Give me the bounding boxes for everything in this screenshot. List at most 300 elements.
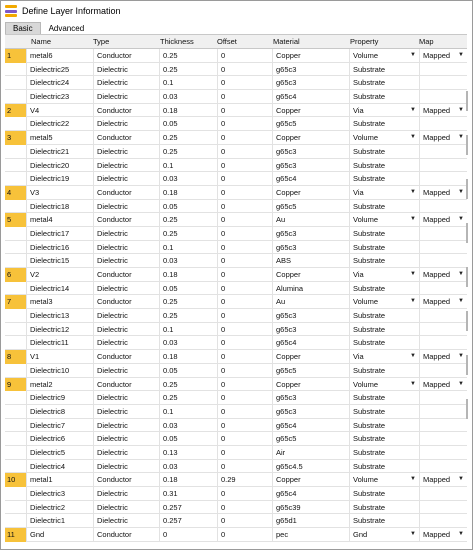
table-row[interactable] bbox=[5, 323, 467, 337]
material-cell[interactable]: g65d1 bbox=[272, 514, 349, 528]
layer-name-cell[interactable]: Dielectric9 bbox=[26, 391, 88, 405]
property-cell[interactable]: Substrate bbox=[349, 90, 419, 104]
offset-cell[interactable]: 0 bbox=[217, 295, 272, 309]
property-cell[interactable]: Substrate bbox=[349, 241, 419, 255]
offset-cell[interactable]: 0 bbox=[217, 49, 272, 63]
thickness-cell[interactable]: 0.1 bbox=[159, 159, 217, 173]
property-cell[interactable] bbox=[349, 528, 419, 542]
thickness-cell[interactable]: 0.31 bbox=[159, 487, 217, 501]
map-cell[interactable] bbox=[419, 446, 467, 460]
thickness-cell[interactable]: 0.03 bbox=[159, 336, 217, 350]
thickness-cell[interactable]: 0.05 bbox=[159, 200, 217, 214]
material-cell[interactable]: g65c3 bbox=[272, 159, 349, 173]
offset-cell[interactable]: 0 bbox=[217, 446, 272, 460]
layer-type-cell[interactable]: Dielectric bbox=[93, 63, 159, 77]
material-cell[interactable]: g65c5 bbox=[272, 432, 349, 446]
layer-name-cell[interactable]: Dielectric20 bbox=[26, 159, 88, 173]
chevron-down-icon[interactable]: ▼ bbox=[458, 298, 464, 305]
layer-type-cell[interactable]: Dielectric bbox=[93, 309, 159, 323]
table-row[interactable] bbox=[5, 336, 467, 350]
layer-name-cell[interactable]: metal2 bbox=[26, 378, 88, 392]
table-row[interactable] bbox=[5, 268, 467, 282]
offset-cell[interactable]: 0 bbox=[217, 514, 272, 528]
chevron-down-icon[interactable]: ▼ bbox=[458, 216, 464, 223]
offset-cell[interactable]: 0 bbox=[217, 227, 272, 241]
table-row[interactable] bbox=[5, 241, 467, 255]
material-cell[interactable]: Au bbox=[272, 295, 349, 309]
layer-name-cell[interactable]: Dielectric23 bbox=[26, 90, 88, 104]
layer-name-cell[interactable]: Dielectric14 bbox=[26, 282, 88, 296]
header-property[interactable]: Property bbox=[350, 37, 379, 46]
property-cell[interactable] bbox=[349, 295, 419, 309]
property-cell[interactable] bbox=[349, 49, 419, 63]
property-cell[interactable]: Substrate bbox=[349, 446, 419, 460]
map-cell[interactable] bbox=[419, 268, 467, 282]
offset-cell[interactable]: 0 bbox=[217, 268, 272, 282]
layer-type-cell[interactable]: Dielectric bbox=[93, 159, 159, 173]
thickness-cell[interactable]: 0.03 bbox=[159, 172, 217, 186]
map-cell[interactable] bbox=[419, 405, 467, 419]
property-cell[interactable] bbox=[349, 268, 419, 282]
map-cell[interactable] bbox=[419, 104, 467, 118]
thickness-cell[interactable]: 0.1 bbox=[159, 405, 217, 419]
thickness-cell[interactable]: 0.05 bbox=[159, 432, 217, 446]
layer-name-cell[interactable]: Dielectric4 bbox=[26, 460, 88, 474]
offset-cell[interactable]: 0 bbox=[217, 350, 272, 364]
material-cell[interactable]: Copper bbox=[272, 473, 349, 487]
table-row[interactable] bbox=[5, 446, 467, 460]
map-cell[interactable] bbox=[419, 501, 467, 515]
property-cell[interactable]: Substrate bbox=[349, 487, 419, 501]
header-name[interactable]: Name bbox=[31, 37, 52, 46]
chevron-down-icon[interactable]: ▼ bbox=[458, 380, 464, 387]
table-row[interactable] bbox=[5, 227, 467, 241]
tab-advanced[interactable]: Advanced bbox=[41, 22, 93, 34]
layer-name-cell[interactable]: metal6 bbox=[26, 49, 88, 63]
chevron-down-icon[interactable]: ▼ bbox=[410, 134, 416, 141]
layer-type-cell[interactable]: Dielectric bbox=[93, 90, 159, 104]
property-cell[interactable] bbox=[349, 378, 419, 392]
offset-cell[interactable]: 0 bbox=[217, 405, 272, 419]
map-cell[interactable] bbox=[419, 63, 467, 77]
chevron-down-icon[interactable]: ▼ bbox=[410, 380, 416, 387]
thickness-cell[interactable]: 0.18 bbox=[159, 186, 217, 200]
layer-name-cell[interactable]: V2 bbox=[26, 268, 88, 282]
layer-type-cell[interactable]: Conductor bbox=[93, 295, 159, 309]
property-cell[interactable]: Substrate bbox=[349, 323, 419, 337]
layer-name-cell[interactable]: Dielectric15 bbox=[26, 254, 88, 268]
property-cell[interactable]: Substrate bbox=[349, 63, 419, 77]
layer-type-cell[interactable]: Dielectric bbox=[93, 364, 159, 378]
thickness-cell[interactable]: 0.05 bbox=[159, 364, 217, 378]
offset-cell[interactable]: 0 bbox=[217, 117, 272, 131]
layer-name-cell[interactable]: Dielectric5 bbox=[26, 446, 88, 460]
layer-name-cell[interactable]: Dielectric7 bbox=[26, 419, 88, 433]
layer-type-cell[interactable]: Dielectric bbox=[93, 172, 159, 186]
layer-name-cell[interactable]: Dielectric18 bbox=[26, 200, 88, 214]
material-cell[interactable]: g65c3 bbox=[272, 227, 349, 241]
property-cell[interactable]: Substrate bbox=[349, 159, 419, 173]
layer-name-cell[interactable]: Dielectric12 bbox=[26, 323, 88, 337]
material-cell[interactable]: g65c3 bbox=[272, 63, 349, 77]
table-row[interactable] bbox=[5, 172, 467, 186]
layer-type-cell[interactable]: Dielectric bbox=[93, 501, 159, 515]
layer-type-cell[interactable]: Dielectric bbox=[93, 323, 159, 337]
material-cell[interactable]: Copper bbox=[272, 268, 349, 282]
material-cell[interactable]: g65c5 bbox=[272, 200, 349, 214]
thickness-cell[interactable]: 0.25 bbox=[159, 295, 217, 309]
property-cell[interactable]: Substrate bbox=[349, 200, 419, 214]
offset-cell[interactable]: 0 bbox=[217, 172, 272, 186]
material-cell[interactable]: Copper bbox=[272, 186, 349, 200]
layer-name-cell[interactable]: Dielectric13 bbox=[26, 309, 88, 323]
layer-name-cell[interactable]: metal4 bbox=[26, 213, 88, 227]
table-row[interactable] bbox=[5, 432, 467, 446]
map-cell[interactable] bbox=[419, 117, 467, 131]
table-row[interactable] bbox=[5, 295, 467, 309]
table-row[interactable] bbox=[5, 419, 467, 433]
offset-cell[interactable]: 0 bbox=[217, 309, 272, 323]
layer-name-cell[interactable]: Dielectric21 bbox=[26, 145, 88, 159]
offset-cell[interactable]: 0 bbox=[217, 336, 272, 350]
thickness-cell[interactable]: 0.25 bbox=[159, 145, 217, 159]
header-material[interactable]: Material bbox=[273, 37, 300, 46]
map-cell[interactable] bbox=[419, 432, 467, 446]
thickness-cell[interactable]: 0.25 bbox=[159, 227, 217, 241]
layer-type-cell[interactable]: Dielectric bbox=[93, 336, 159, 350]
layer-type-cell[interactable]: Conductor bbox=[93, 473, 159, 487]
material-cell[interactable]: Copper bbox=[272, 378, 349, 392]
property-cell[interactable]: Substrate bbox=[349, 172, 419, 186]
map-cell[interactable] bbox=[419, 159, 467, 173]
layer-name-cell[interactable]: Dielectric22 bbox=[26, 117, 88, 131]
thickness-cell[interactable]: 0.1 bbox=[159, 323, 217, 337]
chevron-down-icon[interactable]: ▼ bbox=[410, 531, 416, 538]
property-cell[interactable]: Substrate bbox=[349, 282, 419, 296]
thickness-cell[interactable]: 0.1 bbox=[159, 241, 217, 255]
map-cell[interactable] bbox=[419, 364, 467, 378]
property-cell[interactable]: Substrate bbox=[349, 254, 419, 268]
property-cell[interactable]: Substrate bbox=[349, 460, 419, 474]
chevron-down-icon[interactable]: ▼ bbox=[410, 476, 416, 483]
layer-name-cell[interactable]: Dielectric25 bbox=[26, 63, 88, 77]
offset-cell[interactable]: 0 bbox=[217, 364, 272, 378]
table-row[interactable] bbox=[5, 391, 467, 405]
layer-type-cell[interactable]: Conductor bbox=[93, 213, 159, 227]
offset-cell[interactable]: 0 bbox=[217, 487, 272, 501]
property-cell[interactable] bbox=[349, 213, 419, 227]
layer-name-cell[interactable]: metal3 bbox=[26, 295, 88, 309]
layer-type-cell[interactable]: Dielectric bbox=[93, 391, 159, 405]
layer-type-cell[interactable]: Conductor bbox=[93, 378, 159, 392]
offset-cell[interactable]: 0 bbox=[217, 528, 272, 542]
layer-type-cell[interactable]: Dielectric bbox=[93, 460, 159, 474]
offset-cell[interactable]: 0 bbox=[217, 282, 272, 296]
map-cell[interactable] bbox=[419, 350, 467, 364]
layer-name-cell[interactable]: Dielectric1 bbox=[26, 514, 88, 528]
thickness-cell[interactable]: 0.25 bbox=[159, 309, 217, 323]
property-cell[interactable] bbox=[349, 186, 419, 200]
material-cell[interactable]: ABS bbox=[272, 254, 349, 268]
offset-cell[interactable]: 0 bbox=[217, 391, 272, 405]
chevron-down-icon[interactable]: ▼ bbox=[410, 216, 416, 223]
layer-name-cell[interactable]: Dielectric17 bbox=[26, 227, 88, 241]
layer-type-cell[interactable]: Dielectric bbox=[93, 419, 159, 433]
material-cell[interactable]: pec bbox=[272, 528, 349, 542]
property-cell[interactable]: Substrate bbox=[349, 419, 419, 433]
material-cell[interactable]: g65c4.5 bbox=[272, 460, 349, 474]
table-row[interactable] bbox=[5, 501, 467, 515]
table-row[interactable] bbox=[5, 528, 467, 542]
table-row[interactable] bbox=[5, 364, 467, 378]
offset-cell[interactable]: 0 bbox=[217, 419, 272, 433]
thickness-cell[interactable]: 0.18 bbox=[159, 350, 217, 364]
offset-cell[interactable]: 0 bbox=[217, 200, 272, 214]
map-cell[interactable] bbox=[419, 282, 467, 296]
map-cell[interactable] bbox=[419, 309, 467, 323]
thickness-cell[interactable]: 0.13 bbox=[159, 446, 217, 460]
map-cell[interactable] bbox=[419, 227, 467, 241]
chevron-down-icon[interactable]: ▼ bbox=[410, 271, 416, 277]
tab-basic[interactable]: Basic bbox=[5, 22, 41, 34]
layer-type-cell[interactable]: Dielectric bbox=[93, 200, 159, 214]
layer-type-cell[interactable]: Conductor bbox=[93, 350, 159, 364]
table-row[interactable] bbox=[5, 131, 467, 145]
table-row[interactable] bbox=[5, 473, 467, 487]
material-cell[interactable]: g65c3 bbox=[272, 145, 349, 159]
layer-type-cell[interactable]: Dielectric bbox=[93, 76, 159, 90]
map-cell[interactable] bbox=[419, 487, 467, 501]
material-cell[interactable]: g65c3 bbox=[272, 309, 349, 323]
layer-name-cell[interactable]: Dielectric2 bbox=[26, 501, 88, 515]
chevron-down-icon[interactable]: ▼ bbox=[410, 52, 416, 58]
material-cell[interactable]: Au bbox=[272, 213, 349, 227]
offset-cell[interactable]: 0 bbox=[217, 63, 272, 77]
layer-name-cell[interactable]: Dielectric8 bbox=[26, 405, 88, 419]
material-cell[interactable]: g65c39 bbox=[272, 501, 349, 515]
table-row[interactable] bbox=[5, 117, 467, 131]
layer-type-cell[interactable]: Dielectric bbox=[93, 514, 159, 528]
property-cell[interactable]: Substrate bbox=[349, 76, 419, 90]
scroll-indicators[interactable] bbox=[466, 91, 468, 451]
thickness-cell[interactable]: 0.18 bbox=[159, 473, 217, 487]
map-cell[interactable] bbox=[419, 295, 467, 309]
layer-type-cell[interactable]: Dielectric bbox=[93, 145, 159, 159]
map-cell[interactable] bbox=[419, 473, 467, 487]
chevron-down-icon[interactable]: ▼ bbox=[458, 106, 464, 113]
layer-type-cell[interactable]: Conductor bbox=[93, 104, 159, 118]
layer-name-cell[interactable]: Dielectric3 bbox=[26, 487, 88, 501]
property-cell[interactable]: Substrate bbox=[349, 309, 419, 323]
property-cell[interactable]: Substrate bbox=[349, 145, 419, 159]
property-cell[interactable]: Substrate bbox=[349, 364, 419, 378]
layer-type-cell[interactable]: Dielectric bbox=[93, 254, 159, 268]
chevron-down-icon[interactable]: ▼ bbox=[458, 476, 464, 483]
map-cell[interactable] bbox=[419, 378, 467, 392]
map-cell[interactable] bbox=[419, 514, 467, 528]
map-cell[interactable] bbox=[419, 76, 467, 90]
material-cell[interactable]: g65c3 bbox=[272, 323, 349, 337]
map-cell[interactable] bbox=[419, 186, 467, 200]
offset-cell[interactable]: 0 bbox=[217, 241, 272, 255]
material-cell[interactable]: g65c5 bbox=[272, 364, 349, 378]
table-row[interactable] bbox=[5, 254, 467, 268]
offset-cell[interactable]: 0 bbox=[217, 460, 272, 474]
map-cell[interactable] bbox=[419, 460, 467, 474]
offset-cell[interactable]: 0 bbox=[217, 76, 272, 90]
map-cell[interactable] bbox=[419, 528, 467, 542]
thickness-cell[interactable]: 0.03 bbox=[159, 419, 217, 433]
map-cell[interactable] bbox=[419, 172, 467, 186]
property-cell[interactable] bbox=[349, 131, 419, 145]
map-cell[interactable] bbox=[419, 49, 467, 63]
header-type[interactable]: Type bbox=[93, 37, 110, 46]
property-cell[interactable]: Substrate bbox=[349, 432, 419, 446]
material-cell[interactable]: Air bbox=[272, 446, 349, 460]
map-cell[interactable] bbox=[419, 336, 467, 350]
property-cell[interactable] bbox=[349, 104, 419, 118]
thickness-cell[interactable]: 0.18 bbox=[159, 268, 217, 282]
table-row[interactable] bbox=[5, 90, 467, 104]
layer-type-cell[interactable]: Dielectric bbox=[93, 117, 159, 131]
layer-type-cell[interactable]: Conductor bbox=[93, 186, 159, 200]
layer-name-cell[interactable]: Dielectric10 bbox=[26, 364, 88, 378]
table-row[interactable] bbox=[5, 282, 467, 296]
property-cell[interactable]: Substrate bbox=[349, 117, 419, 131]
table-row[interactable] bbox=[5, 487, 467, 501]
layer-type-cell[interactable]: Dielectric bbox=[93, 282, 159, 296]
offset-cell[interactable]: 0 bbox=[217, 378, 272, 392]
header-thickness[interactable]: Thickness bbox=[160, 37, 194, 46]
material-cell[interactable]: g65c3 bbox=[272, 405, 349, 419]
thickness-cell[interactable]: 0.25 bbox=[159, 378, 217, 392]
layer-name-cell[interactable]: V4 bbox=[26, 104, 88, 118]
table-row[interactable] bbox=[5, 514, 467, 528]
table-row[interactable] bbox=[5, 186, 467, 200]
offset-cell[interactable]: 0 bbox=[217, 145, 272, 159]
material-cell[interactable]: g65c4 bbox=[272, 172, 349, 186]
layer-type-cell[interactable]: Dielectric bbox=[93, 432, 159, 446]
chevron-down-icon[interactable]: ▼ bbox=[458, 353, 464, 360]
table-row[interactable] bbox=[5, 104, 467, 118]
layer-type-cell[interactable]: Dielectric bbox=[93, 487, 159, 501]
chevron-down-icon[interactable]: ▼ bbox=[458, 188, 464, 195]
property-cell[interactable]: Substrate bbox=[349, 227, 419, 241]
layer-name-cell[interactable]: metal1 bbox=[26, 473, 88, 487]
map-cell[interactable] bbox=[419, 323, 467, 337]
material-cell[interactable]: g65c4 bbox=[272, 419, 349, 433]
map-cell[interactable] bbox=[419, 200, 467, 214]
table-row[interactable] bbox=[5, 63, 467, 77]
table-row[interactable] bbox=[5, 145, 467, 159]
thickness-cell[interactable]: 0.25 bbox=[159, 391, 217, 405]
table-row[interactable] bbox=[5, 350, 467, 364]
offset-cell[interactable]: 0.29 bbox=[217, 473, 272, 487]
map-cell[interactable] bbox=[419, 213, 467, 227]
offset-cell[interactable]: 0 bbox=[217, 432, 272, 446]
thickness-cell[interactable]: 0.257 bbox=[159, 514, 217, 528]
chevron-down-icon[interactable]: ▼ bbox=[410, 298, 416, 305]
material-cell[interactable]: g65c4 bbox=[272, 336, 349, 350]
chevron-down-icon[interactable]: ▼ bbox=[410, 353, 416, 360]
material-cell[interactable]: g65c4 bbox=[272, 487, 349, 501]
thickness-cell[interactable]: 0.25 bbox=[159, 131, 217, 145]
map-cell[interactable] bbox=[419, 90, 467, 104]
material-cell[interactable]: Copper bbox=[272, 49, 349, 63]
chevron-down-icon[interactable]: ▼ bbox=[410, 188, 416, 195]
material-cell[interactable]: Alumina bbox=[272, 282, 349, 296]
map-cell[interactable] bbox=[419, 419, 467, 433]
chevron-down-icon[interactable]: ▼ bbox=[410, 106, 416, 113]
offset-cell[interactable]: 0 bbox=[217, 323, 272, 337]
thickness-cell[interactable]: 0.03 bbox=[159, 460, 217, 474]
thickness-cell[interactable]: 0.05 bbox=[159, 282, 217, 296]
property-cell[interactable] bbox=[349, 473, 419, 487]
layer-type-cell[interactable]: Conductor bbox=[93, 131, 159, 145]
map-cell[interactable] bbox=[419, 391, 467, 405]
thickness-cell[interactable]: 0 bbox=[159, 528, 217, 542]
layer-type-cell[interactable]: Dielectric bbox=[93, 405, 159, 419]
layer-name-cell[interactable]: Dielectric6 bbox=[26, 432, 88, 446]
table-row[interactable] bbox=[5, 460, 467, 474]
layer-type-cell[interactable]: Dielectric bbox=[93, 241, 159, 255]
material-cell[interactable]: g65c3 bbox=[272, 76, 349, 90]
layer-type-cell[interactable]: Conductor bbox=[93, 49, 159, 63]
header-map[interactable]: Map bbox=[419, 37, 434, 46]
chevron-down-icon[interactable]: ▼ bbox=[458, 52, 464, 58]
thickness-cell[interactable]: 0.03 bbox=[159, 254, 217, 268]
property-cell[interactable] bbox=[349, 350, 419, 364]
material-cell[interactable]: Copper bbox=[272, 131, 349, 145]
offset-cell[interactable]: 0 bbox=[217, 159, 272, 173]
property-cell[interactable]: Substrate bbox=[349, 514, 419, 528]
table-row[interactable] bbox=[5, 378, 467, 392]
thickness-cell[interactable]: 0.257 bbox=[159, 501, 217, 515]
property-cell[interactable]: Substrate bbox=[349, 391, 419, 405]
header-offset[interactable]: Offset bbox=[217, 37, 237, 46]
material-cell[interactable]: g65c4 bbox=[272, 90, 349, 104]
layer-name-cell[interactable]: Dielectric19 bbox=[26, 172, 88, 186]
table-row[interactable] bbox=[5, 309, 467, 323]
chevron-down-icon[interactable]: ▼ bbox=[458, 531, 464, 538]
map-cell[interactable] bbox=[419, 145, 467, 159]
offset-cell[interactable]: 0 bbox=[217, 90, 272, 104]
table-row[interactable] bbox=[5, 200, 467, 214]
property-cell[interactable]: Substrate bbox=[349, 405, 419, 419]
map-cell[interactable] bbox=[419, 254, 467, 268]
table-row[interactable] bbox=[5, 405, 467, 419]
table-row[interactable] bbox=[5, 213, 467, 227]
layer-name-cell[interactable]: Dielectric11 bbox=[26, 336, 88, 350]
thickness-cell[interactable]: 0.05 bbox=[159, 117, 217, 131]
thickness-cell[interactable]: 0.18 bbox=[159, 104, 217, 118]
table-row[interactable] bbox=[5, 76, 467, 90]
thickness-cell[interactable]: 0.25 bbox=[159, 213, 217, 227]
offset-cell[interactable]: 0 bbox=[217, 254, 272, 268]
layer-type-cell[interactable]: Dielectric bbox=[93, 446, 159, 460]
layer-name-cell[interactable]: Dielectric16 bbox=[26, 241, 88, 255]
offset-cell[interactable]: 0 bbox=[217, 104, 272, 118]
layer-type-cell[interactable]: Conductor bbox=[93, 268, 159, 282]
chevron-down-icon[interactable]: ▼ bbox=[458, 271, 464, 277]
layer-name-cell[interactable]: Dielectric24 bbox=[26, 76, 88, 90]
layer-name-cell[interactable]: metal5 bbox=[26, 131, 88, 145]
offset-cell[interactable]: 0 bbox=[217, 213, 272, 227]
layer-name-cell[interactable]: V3 bbox=[26, 186, 88, 200]
material-cell[interactable]: Copper bbox=[272, 350, 349, 364]
layer-name-cell[interactable]: V1 bbox=[26, 350, 88, 364]
property-cell[interactable]: Substrate bbox=[349, 501, 419, 515]
